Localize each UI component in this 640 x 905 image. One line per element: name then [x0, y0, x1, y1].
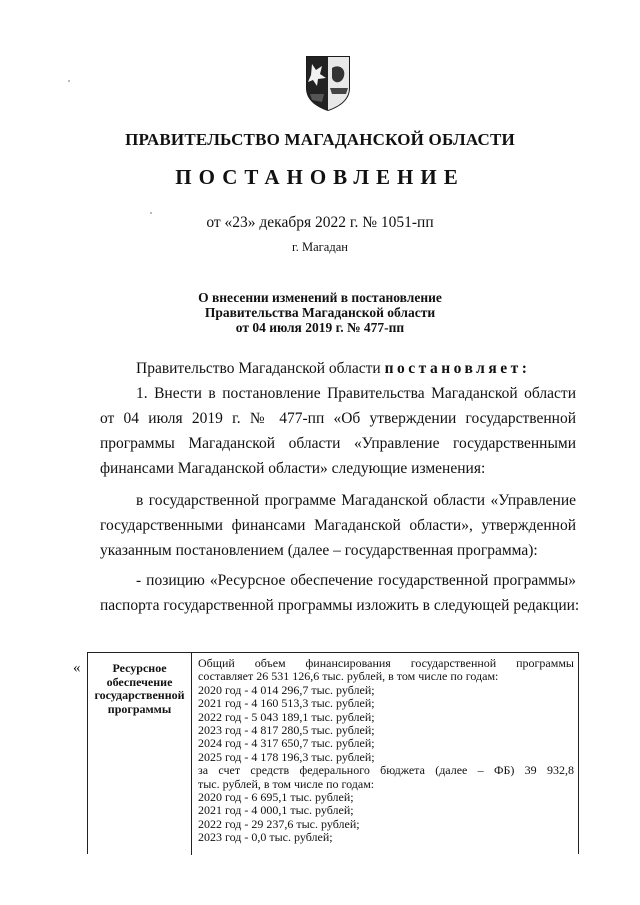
paragraph-line: паспорта государственной программы изложить в следующей редакции: [100, 597, 580, 614]
paragraph-line: от 04 июля 2019 г. № 477-пп «Об утверждении государственной [100, 410, 576, 427]
resource-table [87, 652, 579, 854]
paragraph-line: программы Магаданской области «Управление государственными [100, 435, 576, 452]
scan-speck [68, 80, 70, 82]
table-content-line: 2021 год - 4 160 513,3 тыс. рублей; [198, 696, 375, 711]
paragraph-1 [100, 381, 576, 481]
table-label-cell [88, 653, 192, 855]
subject-line: Правительства Магаданской области [204, 305, 436, 320]
paragraph-line: государственными финансами Магаданской области», утвержденной [100, 517, 576, 534]
table-content-line: 2020 год - 6 695,1 тыс. рублей; [198, 790, 354, 805]
table-content-line: 2025 год - 4 178 196,3 тыс. рублей; [198, 749, 375, 764]
document-city: г. Магадан [292, 240, 348, 254]
table-content-line: за счет средств федерального бюджета (далее – ФБ) 39 932,8 [198, 763, 574, 778]
table-content-line: составляет 26 531 126,6 тыс. рублей, в том числе по годам: [198, 669, 499, 684]
table-label-line: обеспечение [106, 674, 173, 689]
document-subject [0, 290, 640, 335]
document-type-title: ПОСТАНОВЛЕНИЕ [175, 165, 465, 189]
table-content-line: тыс. рублей, в том числе по годам: [198, 776, 375, 791]
intro-keyword: постановляет: [384, 360, 531, 377]
subject-line: О внесении изменений в постановление [198, 290, 442, 305]
table-label-line: государственной [94, 688, 185, 702]
table-content-line: 2024 год - 4 317 650,7 тыс. рублей; [198, 736, 375, 751]
intro-paragraph [136, 356, 576, 381]
table-content-line: 2021 год - 4 000,1 тыс. рублей; [198, 803, 354, 818]
government-title: ПРАВИТЕЛЬСТВО МАГАДАНСКОЙ ОБЛАСТИ [125, 130, 515, 149]
table-content-line: 2023 год - 0,0 тыс. рублей; [198, 830, 333, 845]
intro-prefix: Правительство Магаданской области [136, 360, 381, 377]
table-label-line: программы [107, 701, 172, 716]
opening-quote: « [73, 660, 81, 676]
paragraph-2 [100, 488, 576, 563]
table-content-line: Общий объем финансирования государственной программы [198, 656, 574, 670]
table-content-cell [198, 657, 574, 845]
paragraph-line: финансами Магаданской области» следующие изменения: [100, 460, 486, 477]
table-content-line: 2022 год - 5 043 189,1 тыс. рублей; [198, 709, 375, 724]
paragraph-line: 1. Внести в постановление Правительства Магаданской области [136, 385, 576, 402]
coat-of-arms-icon [302, 54, 354, 112]
table-content-line: 2022 год - 29 237,6 тыс. рублей; [198, 816, 360, 831]
paragraph-3 [100, 568, 580, 618]
document-date-number: от «23» декабря 2022 г. № 1051-пп [206, 214, 434, 231]
table-content-line: 2023 год - 4 817 280,5 тыс. рублей; [198, 723, 375, 738]
scan-speck [150, 212, 152, 214]
table-content-line: 2020 год - 4 014 296,7 тыс. рублей; [198, 682, 375, 697]
paragraph-line: - позицию «Ресурсное обеспечение государственной программы» [136, 572, 576, 589]
subject-line: от 04 июля 2019 г. № 477-пп [235, 320, 405, 335]
paragraph-line: в государственной программе Магаданской области «Управление [136, 492, 576, 509]
paragraph-line: указанным постановлением (далее – государственная программа): [100, 542, 538, 559]
table-label-line: Ресурсное [112, 661, 167, 675]
